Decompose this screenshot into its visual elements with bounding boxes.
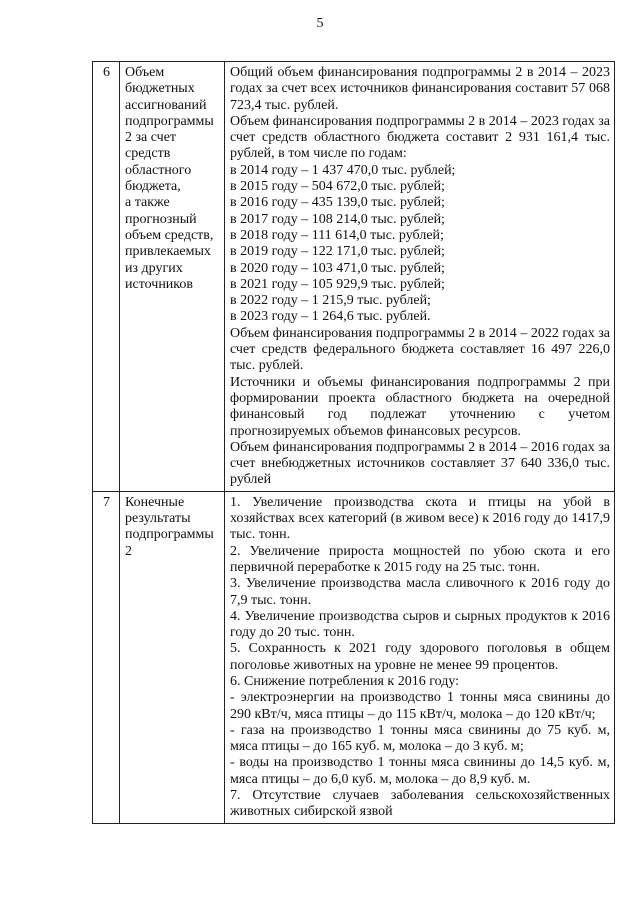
row-label-line: источников [125,276,194,292]
content-paragraph: 1. Увеличение производства скота и птицы на убой в хозяйствах всех категорий (в живом весе) к 2016 году до 1417,9 тыс. тонн. [230,494,610,543]
content-paragraph: 4. Увеличение производства сыров и сырных продуктов к 2016 году до 20 тыс. тонн. [230,608,610,641]
row-label-line: Объем [125,65,165,80]
row-label-line: средств [125,146,171,162]
row-label-line: бюджетных [125,81,195,97]
row-label-line: 2 [125,543,132,559]
row-label-line: подпрограммы [125,113,214,129]
content-paragraph: Объем финансирования подпрограммы 2 в 2014 – 2023 годах за счет средств областного бюджета составит 2 931 161,4 тыс. рублей, в том числе по годам: [230,113,610,162]
content-paragraph: - воды на производство 1 тонны мяса свинины до 14,5 куб. м, мяса птицы – до 6,0 куб. м, молока – до 8,9 куб. м. [230,755,610,787]
row-label-line: привлекаемых [125,244,211,260]
row-label-line: Конечные [125,494,185,510]
row-number: 7 [93,491,120,823]
row-label [120,62,225,492]
row-label-line: 2 за счет [125,130,177,146]
row-label-line: из других [125,260,183,276]
content-paragraph: - газа на производство 1 тонны мяса свинины до 75 куб. м, мяса птицы – до 165 куб. м, молока – до 3 куб. м; [230,722,610,755]
content-paragraph: 3. Увеличение производства масла сливочного к 2016 году до 7,9 тыс. тонн. [230,576,610,608]
content-paragraph: Объем финансирования подпрограммы 2 в 2014 – 2016 годах за счет внебюджетных источников составляет 37 640 336,0 тыс. рублей [230,439,610,488]
content-paragraph: 5. Сохранность к 2021 году здорового поголовья в общем поголовье животных на уровне не менее 99 процентов. [230,641,610,673]
row-number: 6 [93,62,120,492]
row-label-line: результаты [125,511,191,527]
content-paragraph: - электроэнергии на производство 1 тонны мяса свинины до 290 кВт/ч, мяса птицы – до 115 кВт/ч, молока – до 120 кВт/ч; [230,690,610,722]
passport-table [92,61,615,824]
row-label-line: объем средств, [125,227,214,243]
content-paragraph: в 2015 году – 504 672,0 тыс. рублей; [230,179,445,195]
row-label-line: ассигнований [125,97,207,113]
content-paragraph: в 2016 году – 435 139,0 тыс. рублей; [230,195,445,211]
content-paragraph: 6. Снижение потребления к 2016 году: [230,673,460,689]
content-paragraph: в 2018 году – 111 614,0 тыс. рублей; [230,227,444,243]
page-number: 5 [316,16,324,31]
row-label-line: прогнозный [125,211,197,227]
content-paragraph: в 2014 году – 1 437 470,0 тыс. рублей; [230,162,456,178]
content-paragraph: в 2020 году – 103 471,0 тыс. рублей; [230,260,445,276]
row-content [225,491,615,823]
content-paragraph: 2. Увеличение прироста мощностей по убою скота и его первичной переработке к 2015 году на 25 тыс. тонн. [230,543,610,575]
row-label-line: областного [125,162,192,178]
row-label-line: бюджета, [125,179,181,195]
content-paragraph: 7. Отсутствие случаев заболевания сельскохозяйственных животных сибирской язвой [230,788,610,820]
content-paragraph: в 2017 году – 108 214,0 тыс. рублей; [230,211,445,227]
table-row [93,491,615,823]
table-row [93,62,615,492]
row-label-line: а также [125,195,170,211]
row-label [120,491,225,823]
content-paragraph: Источники и объемы финансирования подпрограммы 2 при формировании проекта областного бюджета на очередной финансовый год подлежат уточнению с учетом прогнозируемых объемов финансовых ресурсов. [230,374,610,439]
content-paragraph: Объем финансирования подпрограммы 2 в 2014 – 2022 годах за счет средств федерального бюджета составляет 16 497 226,0 тыс. рублей. [230,325,610,374]
content-paragraph: в 2023 году – 1 264,6 тыс. рублей. [230,309,431,325]
row-content [225,62,615,492]
row-label-line: подпрограммы [125,527,214,543]
content-paragraph: в 2022 году – 1 215,9 тыс. рублей; [230,293,431,309]
content-paragraph: в 2019 году – 122 171,0 тыс. рублей; [230,244,445,260]
content-paragraph: Общий объем финансирования подпрограммы 2 в 2014 – 2023 годах за счет всех источников финансирования составит 57 068 723,4 тыс. рублей. [230,65,610,113]
content-paragraph: в 2021 году – 105 929,9 тыс. рублей; [230,276,445,292]
